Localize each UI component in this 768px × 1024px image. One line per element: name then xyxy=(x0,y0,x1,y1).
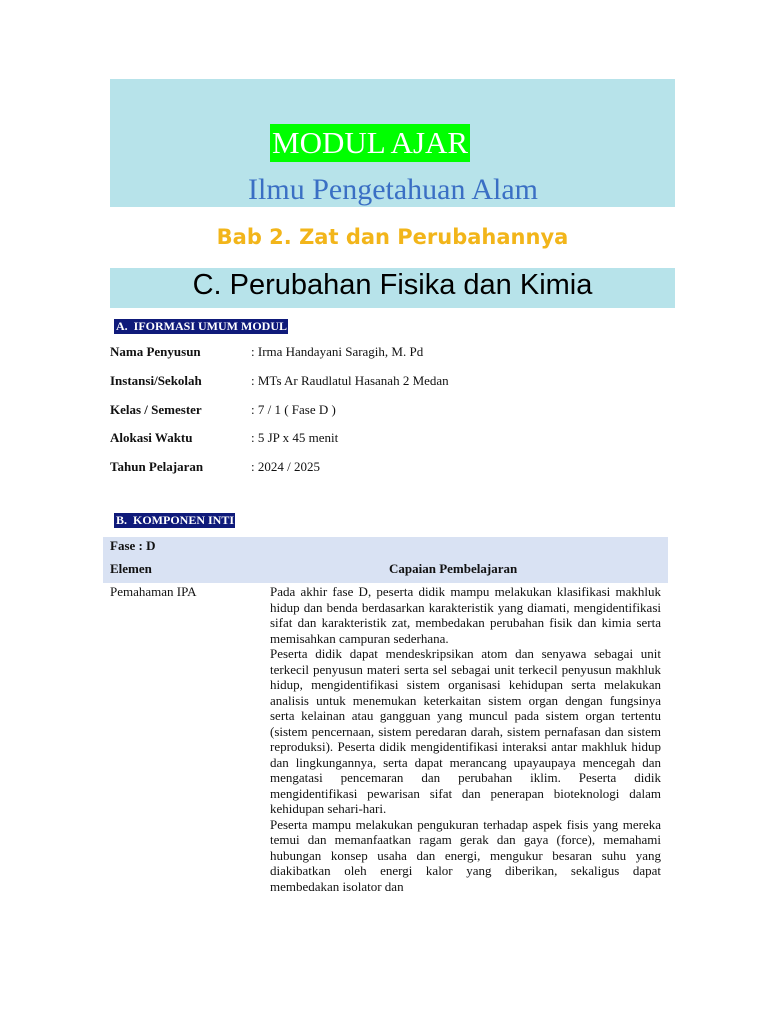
fase-label: Fase : D xyxy=(110,538,156,553)
section-b-heading: B. KOMPONEN INTI xyxy=(116,513,235,527)
capaian-paragraph: Peserta mampu melakukan pengukuran terhadap aspek fisis yang mereka temui dan memanfaatkan ragam gerak dan gaya (force), memahami hubungan konsep usaha dan energi, mengukur besaran suhu yang diakibatkan oleh energi kalor yang diberikan, sekaligus dapat membedakan isolator dan xyxy=(270,816,661,894)
info-value: : 5 JP x 45 menit xyxy=(251,430,339,445)
info-label: Nama Penyusun xyxy=(110,344,201,359)
info-label: Kelas / Semester xyxy=(110,402,202,417)
column-header-elemen: Elemen xyxy=(110,561,152,576)
table-row-element: Pemahaman IPA xyxy=(110,584,197,599)
table-header xyxy=(103,537,668,583)
section-a-heading: A. IFORMASI UMUM MODUL xyxy=(116,319,287,333)
chapter-title: Bab 2. Zat dan Perubahannya xyxy=(216,225,569,249)
subject-title: Ilmu Pengetahuan Alam xyxy=(248,173,538,206)
capaian-text xyxy=(270,584,661,894)
topic-title: C. Perubahan Fisika dan Kimia xyxy=(110,268,675,308)
info-label: Alokasi Waktu xyxy=(110,430,193,445)
info-label: Tahun Pelajaran xyxy=(110,459,204,474)
capaian-paragraph: Pada akhir fase D, peserta didik mampu melakukan klasifikasi makhluk hidup dan benda berdasarkan karakteristik yang diamati, mengidentifikasi sifat dan karakteristik zat, membedakan perubahan fisik dan kimia serta memisahkan campuran sederhana. xyxy=(270,584,661,646)
column-header-capaian: Capaian Pembelajaran xyxy=(389,561,518,576)
info-label: Instansi/Sekolah xyxy=(110,373,202,388)
capaian-paragraph: Peserta didik dapat mendeskripsikan atom dan senyawa sebagai unit terkecil penyusun materi serta sel sebagai unit terkecil penyusun makhluk hidup, mengidentifikasi sistem organisasi kehidupan serta melakukan analisis untuk menemukan keterkaitan sistem organ dengan fungsinya serta kelainan atau gangguan yang muncul pada sistem organ tertentu (sistem pencernaan, sistem peredaran darah, sistem pernafasan dan sistem reproduksi). Peserta didik mengidentifikasi interaksi antar makhluk hidup dan lingkungannya, serta dapat merancang upayaupaya mencegah dan mengatasi pencemaran dan perubahan iklim. Peserta didik mengidentifikasi pewarisan sifat dan penerapan bioteknologi dalam kehidupan sehari-hari. xyxy=(270,646,661,816)
info-value: : MTs Ar Raudlatul Hasanah 2 Medan xyxy=(251,373,449,388)
info-value: : Irma Handayani Saragih, M. Pd xyxy=(251,344,424,359)
module-title: MODUL AJAR xyxy=(272,125,469,160)
info-value: : 7 / 1 ( Fase D ) xyxy=(251,402,336,417)
info-value: : 2024 / 2025 xyxy=(251,459,320,474)
